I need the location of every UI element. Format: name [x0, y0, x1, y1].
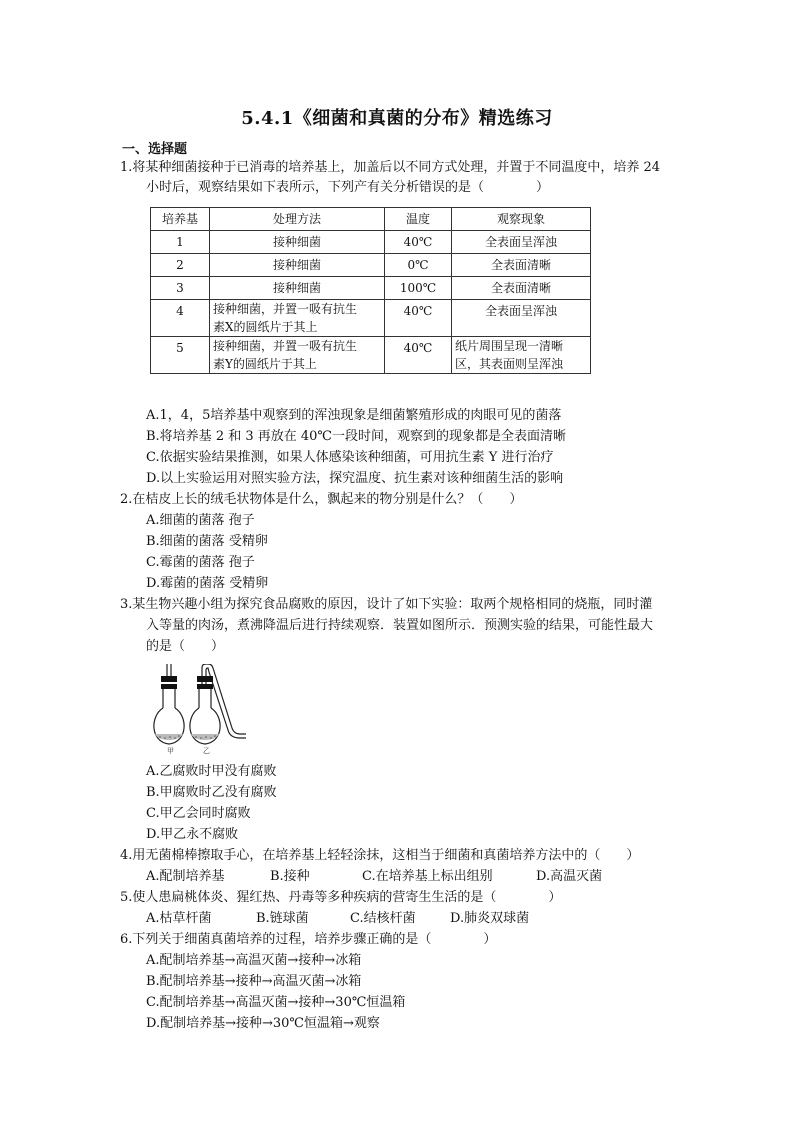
cell-line: 接种细菌，并置一吸有抗生	[213, 339, 358, 353]
table-row	[151, 337, 591, 374]
table-header: 培养基	[151, 208, 210, 231]
q3-option-c: C.甲乙会同时腐败	[146, 806, 251, 821]
table-cell	[210, 300, 385, 337]
table-cell: 4	[151, 300, 210, 337]
q6-option-a: A.配制培养基→高温灭菌→接种→冰箱	[146, 953, 362, 968]
table-cell: 接种细菌	[210, 277, 385, 300]
table-cell: 40℃	[385, 300, 452, 337]
q5-option-c: C.结核杆菌	[350, 911, 416, 926]
table-cell: 全表面清晰	[452, 277, 591, 300]
table-cell: 1	[151, 231, 210, 254]
flask-apparatus-figure	[150, 664, 260, 754]
table-cell: 全表面呈浑浊	[452, 300, 591, 337]
q3-stem-line1: 3.某生物兴趣小组为探究食品腐败的原因，设计了如下实验：取两个规格相同的烧瓶，同时灌	[120, 597, 653, 612]
q3-option-d: D.甲乙永不腐败	[146, 827, 239, 842]
table-cell: 2	[151, 254, 210, 277]
table-cell: 全表面呈浑浊	[452, 231, 591, 254]
table-cell: 40℃	[385, 337, 452, 374]
q5-stem: 5.使人患扁桃体炎、猩红热、丹毒等多种疾病的营寄生生活的是（ ）	[120, 890, 562, 905]
table-row	[151, 300, 591, 337]
table-row	[151, 254, 591, 277]
table-header: 观察现象	[452, 208, 591, 231]
q5-option-d: D.肺炎双球菌	[450, 911, 530, 926]
q1-option-d: D.以上实验运用对照实验方法，探究温度、抗生素对该种细菌生活的影响	[146, 471, 564, 486]
q3-option-b: B.甲腐败时乙没有腐败	[146, 785, 277, 800]
table-cell: 5	[151, 337, 210, 374]
q1-stem-line2: 小时后，观察结果如下表所示，下列产有关分析错误的是（ ）	[146, 180, 550, 195]
table-cell: 接种细菌	[210, 254, 385, 277]
cell-line: 区，其表面则呈浑浊	[455, 357, 564, 371]
table-cell: 接种细菌	[210, 231, 385, 254]
table-cell: 3	[151, 277, 210, 300]
section-heading: 一、选择题	[122, 142, 188, 157]
q4-option-d: D.高温灭菌	[536, 869, 603, 884]
q4-stem: 4.用无菌棉棒擦取手心，在培养基上轻轻涂抹，这相当于细菌和真菌培养方法中的（ ）	[120, 848, 640, 863]
table-cell: 0℃	[385, 254, 452, 277]
flask-label-yi: 乙	[203, 747, 210, 754]
q1-results-table	[150, 207, 591, 374]
q4-option-c: C.在培养基上标出组别	[362, 869, 493, 884]
table-cell: 全表面清晰	[452, 254, 591, 277]
table-header-row	[151, 208, 591, 231]
table-cell	[210, 337, 385, 374]
q4-option-b: B.接种	[270, 869, 310, 884]
table-row	[151, 277, 591, 300]
cell-line: 素X的圆纸片于其上	[213, 320, 318, 334]
cell-line: 素Y的圆纸片于其上	[213, 357, 317, 371]
q2-option-d: D.霉菌的菌落 受精卵	[146, 576, 269, 591]
table-cell: 100℃	[385, 277, 452, 300]
q3-stem-line2: 入等量的肉汤，煮沸降温后进行持续观察．装置如图所示．预测实验的结果，可能性最大	[146, 618, 654, 633]
q1-stem-line1: 1.将某种细菌接种于已消毒的培养基上，加盖后以不同方式处理，并置于不同温度中，培养 24	[120, 160, 661, 175]
q1-option-c: C.依据实验结果推测，如果人体感染该种细菌，可用抗生素 Y 进行治疗	[146, 450, 554, 465]
q1-option-b: B.将培养基 2 和 3 再放在 40℃一段时间，观察到的现象都是全表面清晰	[146, 429, 566, 444]
cell-line: 接种细菌，并置一吸有抗生	[213, 302, 358, 316]
q3-option-a: A.乙腐败时甲没有腐败	[146, 764, 277, 779]
q6-stem: 6.下列关于细菌真菌培养的过程，培养步骤正确的是（ ）	[120, 932, 497, 947]
q5-option-a: A.枯草杆菌	[146, 911, 212, 926]
q2-option-a: A.细菌的菌落 孢子	[146, 513, 255, 528]
q2-option-c: C.霉菌的菌落 孢子	[146, 555, 255, 570]
flask-yi	[190, 664, 246, 744]
flask-jia	[154, 664, 184, 744]
table-cell: 40℃	[385, 231, 452, 254]
q6-option-d: D.配制培养基→接种→30℃恒温箱→观察	[146, 1016, 380, 1031]
table-cell	[452, 337, 591, 374]
q2-stem: 2.在桔皮上长的绒毛状物体是什么，飘起来的物分别是什么？（ ）	[120, 492, 523, 507]
table-header: 温度	[385, 208, 452, 231]
table-row	[151, 231, 591, 254]
q6-option-b: B.配制培养基→接种→高温灭菌→冰箱	[146, 974, 362, 989]
cell-line: 纸片周围呈现一清晰	[455, 339, 564, 353]
q1-option-a: A.1，4，5培养基中观察到的浑浊现象是细菌繁殖形成的肉眼可见的菌落	[146, 408, 562, 423]
q4-option-a: A.配制培养基	[146, 869, 225, 884]
q2-option-b: B.细菌的菌落 受精卵	[146, 534, 268, 549]
page-title: 5.4.1《细菌和真菌的分布》精选练习	[241, 108, 553, 129]
q3-stem-line3: 的是（ ）	[146, 639, 225, 654]
flask-label-jia: 甲	[167, 747, 174, 754]
q5-option-b: B.链球菌	[256, 911, 309, 926]
q6-option-c: C.配制培养基→高温灭菌→接种→30℃恒温箱	[146, 995, 406, 1010]
table-header: 处理方法	[210, 208, 385, 231]
